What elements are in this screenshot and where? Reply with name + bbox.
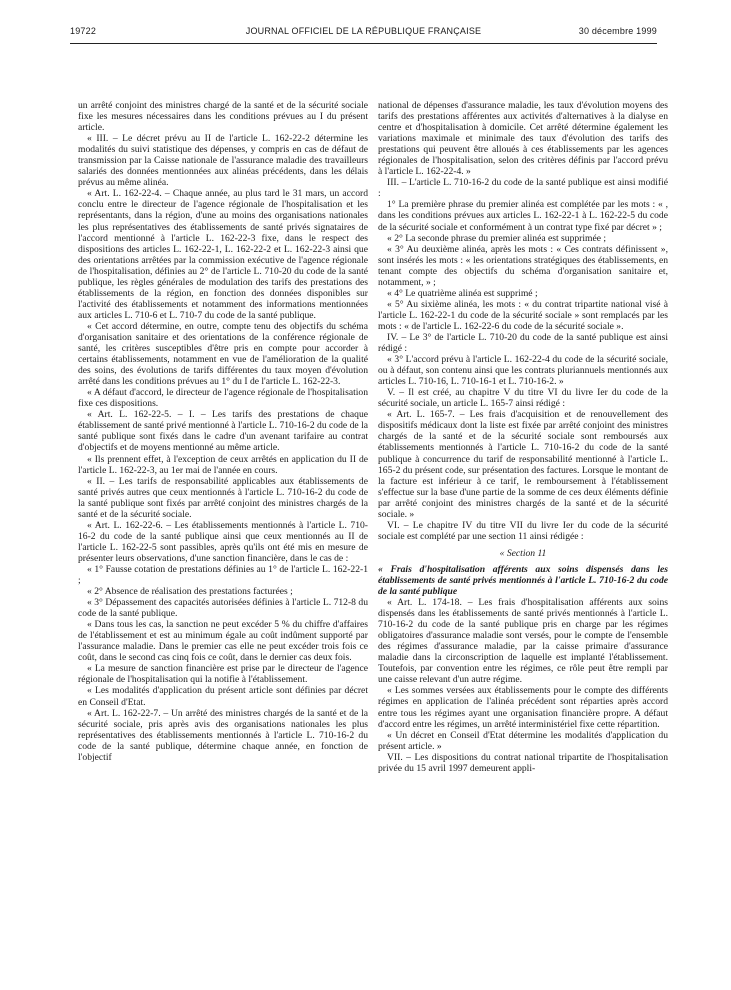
paragraph: « 3° L'accord prévu à l'article L. 162-22-4 du code de la sécurité sociale, ou à défaut, son contenu ainsi que les contrats pluriannuels mentionnés aux articles L. 710-16, L. 710-16-1 et L. 710-16-2. » — [378, 354, 668, 388]
paragraph: « Ils prennent effet, à l'exception de ceux arrêtés en application du II de l'article L. 162-22-3, au 1er mai de l'année en cours. — [78, 453, 368, 476]
paragraph: « 5° Au sixième alinéa, les mots : « du contrat tripartite national visé à l'article L. 162-22-1 du code de la sécurité sociale » sont remplacés par les mots : « de l'article L. 162-22-6 du code de la sécurité sociale ». — [378, 298, 668, 332]
paragraph: « III. – Le décret prévu au II de l'article L. 162-22-2 détermine les modalités du suivi statistique des dépenses, y compris en cas de défaut de transmission par la Caisse nationale de l'assurance maladie des travailleurs salariés des données mentionnées aux alinéas précédents, dans les délais prévus au même alinéa. — [78, 133, 368, 189]
paragraph: « 1° Fausse cotation de prestations définies au 1° de l'article L. 162-22-1 ; — [78, 563, 368, 587]
paragraph: national de dépenses d'assurance maladie, les taux d'évolution moyens des tarifs des prestations afférentes aux activités d'alternatives à la dialyse en centre et d'hospitalisation à domicile. Cet arrêté détermine également les variations maximale et minimale des taux d'évolution des tarifs des prestations qui peuvent être alloués à ces établissements par les agences régionales de l'hospitalisation, selon des critères définis par l'accord prévu à l'article L. 162-22-4. » — [378, 100, 668, 178]
paragraph: « La mesure de sanction financière est prise par le directeur de l'agence régionale de l'hospitalisation qui la notifie à l'établissement. — [78, 663, 368, 686]
paragraph: VI. – Le chapitre IV du titre VII du livre Ier du code de la sécurité sociale est complété par une section 11 ainsi rédigée : — [378, 519, 668, 542]
paragraph: IV. – Le 3° de l'article L. 710-20 du code de la santé publique est ainsi rédigé : — [378, 331, 668, 355]
paragraph: « Art. L. 165-7. – Les frais d'acquisition et de renouvellement des dispositifs médicaux dont la liste est fixée par arrêté conjoint des ministres chargés de la santé et de la sécurité sociale sont remboursés aux établissements mentionnés à l'article L. 710-16-2 du code de la santé publique à concurrence du tarif de responsabilité mentionné à l'article L. 165-2 du présent code, sur présentation des factures. Lorsque le montant de la facture est inférieur à ce tarif, le remboursement à l'établissement s'effectue sur la base d'une partie de la somme de ces deux éléments définie par arrêté conjoint des ministres chargés de la santé et de la sécurité sociale. » — [378, 409, 668, 520]
paragraph: « 3° Dépassement des capacités autorisées définies à l'article L. 712-8 du code de la santé publique. — [78, 597, 368, 620]
paragraph: « Art. L. 162-22-7. – Un arrêté des ministres chargés de la santé et de la sécurité sociale, pris après avis des organisations nationales les plus représentatives des établissements mentionnés à l'article L. 710-16-2 du code de la santé publique, détermine chaque année, en fonction de l'objectif — [78, 707, 368, 763]
paragraph: « A défaut d'accord, le directeur de l'agence régionale de l'hospitalisation fixe ces dispositions. — [78, 387, 368, 410]
paragraph: « 2° Absence de réalisation des prestations facturées ; — [87, 586, 293, 598]
right-column — [378, 100, 668, 774]
paragraph: « Les sommes versées aux établissements pour le compte des différents régimes en application de l'alinéa précédent sont réparties après accord entre tous les régimes ayant une organisation financière propre. A défaut d'accord entre les régimes, un arrêté interministériel fixe cette répartition. — [378, 685, 668, 730]
paragraph: « Dans tous les cas, la sanction ne peut excéder 5 % du chiffre d'affaires de l'établissement et est au minimum égale au coût indûment supporté par l'assurance maladie. Dans le premier cas elle ne peut excéder trois fois ce coût, dans le second cas cinq fois ce coût, dans le dernier cas deux fois. — [78, 619, 368, 664]
paragraph: « Art. L. 162-22-4. – Chaque année, au plus tard le 31 mars, un accord conclu entre le directeur de l'agence régionale de l'hospitalisation et les représentants, dans la région, d'une au moins des organisations nationales les plus représentatives des établissements de santé privés signataires de l'accord mentionné à l'article L. 162-22-3 fixe, dans le respect des dispositions des articles L. 162-22-1, L. 162-22-2 et L. 162-22-3 ainsi que des orientations arrêtées par la commission exécutive de l'agence régionale de l'hospitalisation, définies au 2° de l'article L. 710-20 du code de la santé publique, les règles générales de modulation des tarifs des prestations des établissements de la région, en fonction des données disponibles sur l'activité des établissements et notamment des informations mentionnées aux articles L. 710-6 et L. 710-7 du code de la santé publique. — [78, 188, 368, 321]
page-number: 19722 — [70, 26, 97, 36]
paragraph: un arrêté conjoint des ministres chargé de la santé et de la sécurité sociale fixe les mesures nécessaires dans les conditions prévues au I du présent article. — [78, 100, 368, 134]
header-rule — [70, 43, 657, 44]
paragraph: « 2° La seconde phrase du premier alinéa est supprimée ; — [387, 232, 607, 244]
paragraph: III. – L'article L. 710-16-2 du code de la santé publique est ainsi modifié : — [378, 177, 668, 200]
section-subtitle: « Frais d'hospitalisation afférents aux soins dispensés dans les établissements de santé privés mentionnés à l'article L. 710-16-2 du code de la santé publique — [378, 563, 668, 598]
paragraph: « Cet accord détermine, en outre, compte tenu des objectifs du schéma d'organisation sanitaire et des orientations de la conférence régionale de santé, les critères susceptibles d'être pris en compte pour accorder à certains établissements, notamment en vue de l'amélioration de la qualité des soins, des évolutions de tarifs différentes du taux moyen d'évolution arrêté dans les conditions prévues au 1° du I de l'article L. 162-22-3. — [78, 320, 368, 388]
left-column — [78, 100, 368, 763]
section-title: « Section 11 — [499, 547, 547, 559]
paragraph: VII. – Les dispositions du contrat national tripartite de l'hospitalisation privée du 15 avril 1997 demeurent appli- — [378, 751, 668, 774]
paragraph: « Un décret en Conseil d'Etat détermine les modalités d'application du présent article. » — [378, 729, 668, 752]
journal-title: JOURNAL OFFICIEL DE LA RÉPUBLIQUE FRANÇAISE — [245, 26, 482, 36]
paragraph: V. – Il est créé, au chapitre V du titre VI du livre Ier du code de la sécurité sociale, un article L. 165-7 ainsi rédigé : — [378, 387, 668, 410]
issue-date: 30 décembre 1999 — [578, 26, 657, 36]
paragraph: « Les modalités d'application du présent article sont définies par décret en Conseil d'Etat. — [78, 685, 368, 708]
paragraph: 1° La première phrase du premier alinéa est complétée par les mots : « , dans les conditions prévues aux articles L. 162-22-1 à L. 162-22-5 du code de la sécurité sociale et conformément à un contrat type fixé par décret » ; — [378, 199, 668, 233]
paragraph: « 3° Au deuxième alinéa, après les mots : « Ces contrats définissent », sont insérés les mots : « les orientations stratégiques des établissements, en tenant compte des objectifs du schéma d'organisation sanitaire et, notamment, » ; — [378, 243, 668, 288]
paragraph: « Art. L. 162-22-6. – Les établissements mentionnés à l'article L. 710-16-2 du code de la santé publique ainsi que ceux mentionnés au II de l'article L. 162-22-5 sont passibles, après qu'ils ont été mis en mesure de présenter leurs observations, d'une sanction financière, dans le cas de : — [78, 519, 368, 564]
paragraph: « Art. L. 174-18. – Les frais d'hospitalisation afférents aux soins dispensés dans les établissements de santé privés mentionnés à l'article L. 710-16-2 du code de la santé publique pris en charge par les régimes obligatoires d'assurance maladie sont versés, pour le compte de l'ensemble des régimes d'assurance maladie, par la caisse primaire d'assurance maladie dans la circonscription de laquelle est implanté l'établissement. Toutefois, par convention entre les régimes, ce rôle peut être rempli par une caisse relevant d'un autre régime. — [378, 597, 668, 686]
page-header — [70, 26, 657, 42]
paragraph: « 4° Le quatrième alinéa est supprimé ; — [387, 287, 538, 299]
paragraph: « Art. L. 162-22-5. – I. – Les tarifs des prestations de chaque établissement de santé privé mentionné à l'article L. 710-16-2 du code de la santé publique sont fixés dans le cadre d'un avenant tarifaire au contrat d'objectifs et de moyens mentionné au même article. — [78, 409, 368, 454]
paragraph: « II. – Les tarifs de responsabilité applicables aux établissements de santé privés autres que ceux mentionnés à l'article L. 710-16-2 du code de la santé publique sont fixés par arrêté conjoint des ministres chargés de la santé et de la sécurité sociale. — [78, 475, 368, 520]
